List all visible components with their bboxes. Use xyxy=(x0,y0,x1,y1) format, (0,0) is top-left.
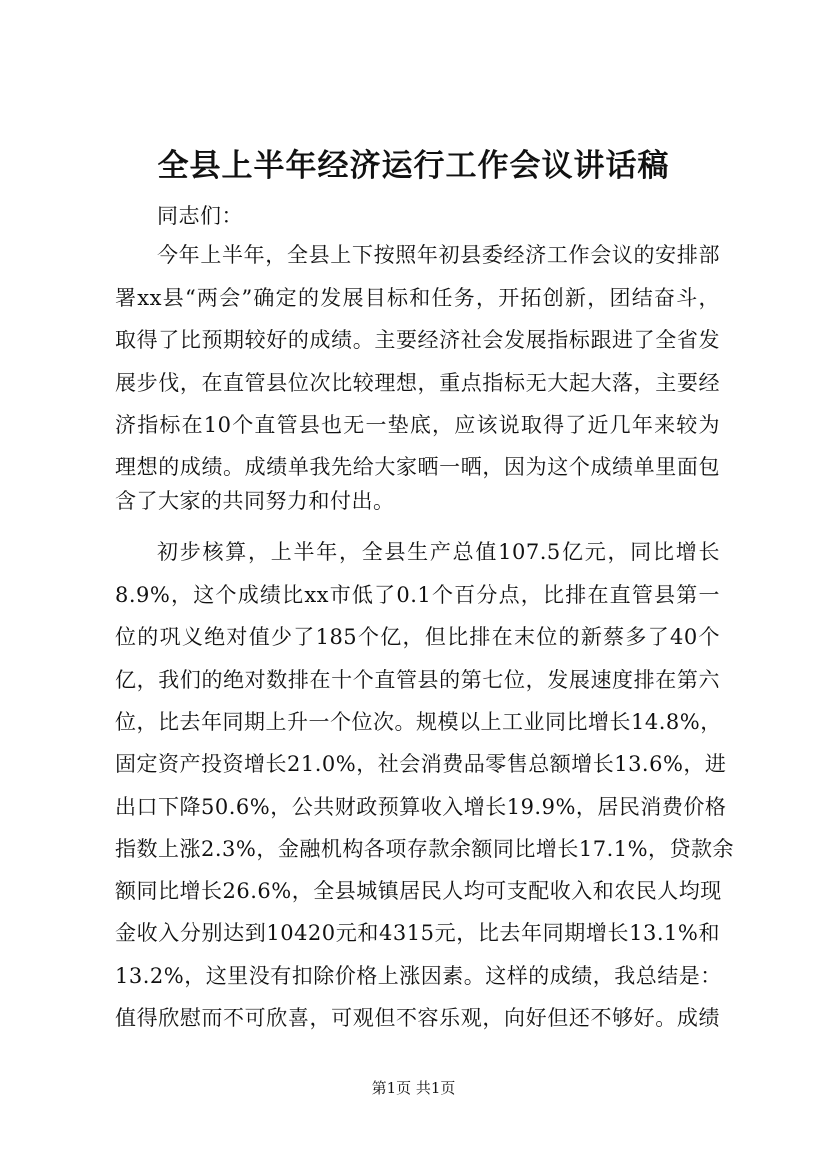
paragraph-line: 含了大家的共同努力和付出。 xyxy=(115,489,395,513)
paragraph-line: 额同比增长26.6%，全县城镇居民人均可支配收入和农民人均现 xyxy=(115,879,722,903)
paragraph-line: 位，比去年同期上升一个位次。规模以上工业同比增长14.8%， xyxy=(115,710,722,734)
paragraph-line: 今年上半年，全县上下按照年初县委经济工作会议的安排部 xyxy=(157,243,720,267)
paragraph-line: 济指标在10个直管县也无一垫底，应该说取得了近几年来较为 xyxy=(115,413,720,437)
paragraph-line: 展步伐，在直管县位次比较理想，重点指标无大起大落，主要经 xyxy=(115,371,720,395)
paragraph-line: 固定资产投资增长21.0%，社会消费品零售总额增长13.6%，进 xyxy=(115,752,727,776)
paragraph-line: 13.2%，这里没有扣除价格上涨因素。这样的成绩，我总结是： xyxy=(115,964,722,988)
paragraph-line: 理想的成绩。成绩单我先给大家晒一晒，因为这个成绩单里面包 xyxy=(115,455,720,479)
paragraph-line: 金收入分别达到10420元和4315元，比去年同期增长13.1%和 xyxy=(115,921,720,945)
paragraph-line: 指数上涨2.3%，金融机构各项存款余额同比增长17.1%，贷款余 xyxy=(115,837,735,861)
page-footer: 第1页 共1页 xyxy=(371,1079,456,1097)
salutation: 同志们： xyxy=(157,204,243,228)
paragraph-line: 值得欣慰而不可欣喜，可观但不容乐观，向好但还不够好。成绩 xyxy=(115,1006,720,1030)
paragraph-line: 取得了比预期较好的成绩。主要经济社会发展指标跟进了全省发 xyxy=(115,328,720,352)
paragraph-line: 亿，我们的绝对数排在十个直管县的第七位，发展速度排在第六 xyxy=(115,668,720,692)
paragraph-line: 位的巩义绝对值少了185个亿，但比排在末位的新蔡多了40个 xyxy=(115,625,720,649)
paragraph-line: 8.9%，这个成绩比xx市低了0.1个百分点，比排在直管县第一 xyxy=(115,583,720,607)
paragraph-line: 初步核算，上半年，全县生产总值107.5亿元，同比增长 xyxy=(157,540,720,564)
paragraph-line: 出口下降50.6%，公共财政预算收入增长19.9%，居民消费价格 xyxy=(115,795,727,819)
paragraph-line: 署xx县“两会”确定的发展目标和任务，开拓创新，团结奋斗， xyxy=(115,286,720,310)
document-title: 全县上半年经济运行工作会议讲话稿 xyxy=(157,148,670,184)
